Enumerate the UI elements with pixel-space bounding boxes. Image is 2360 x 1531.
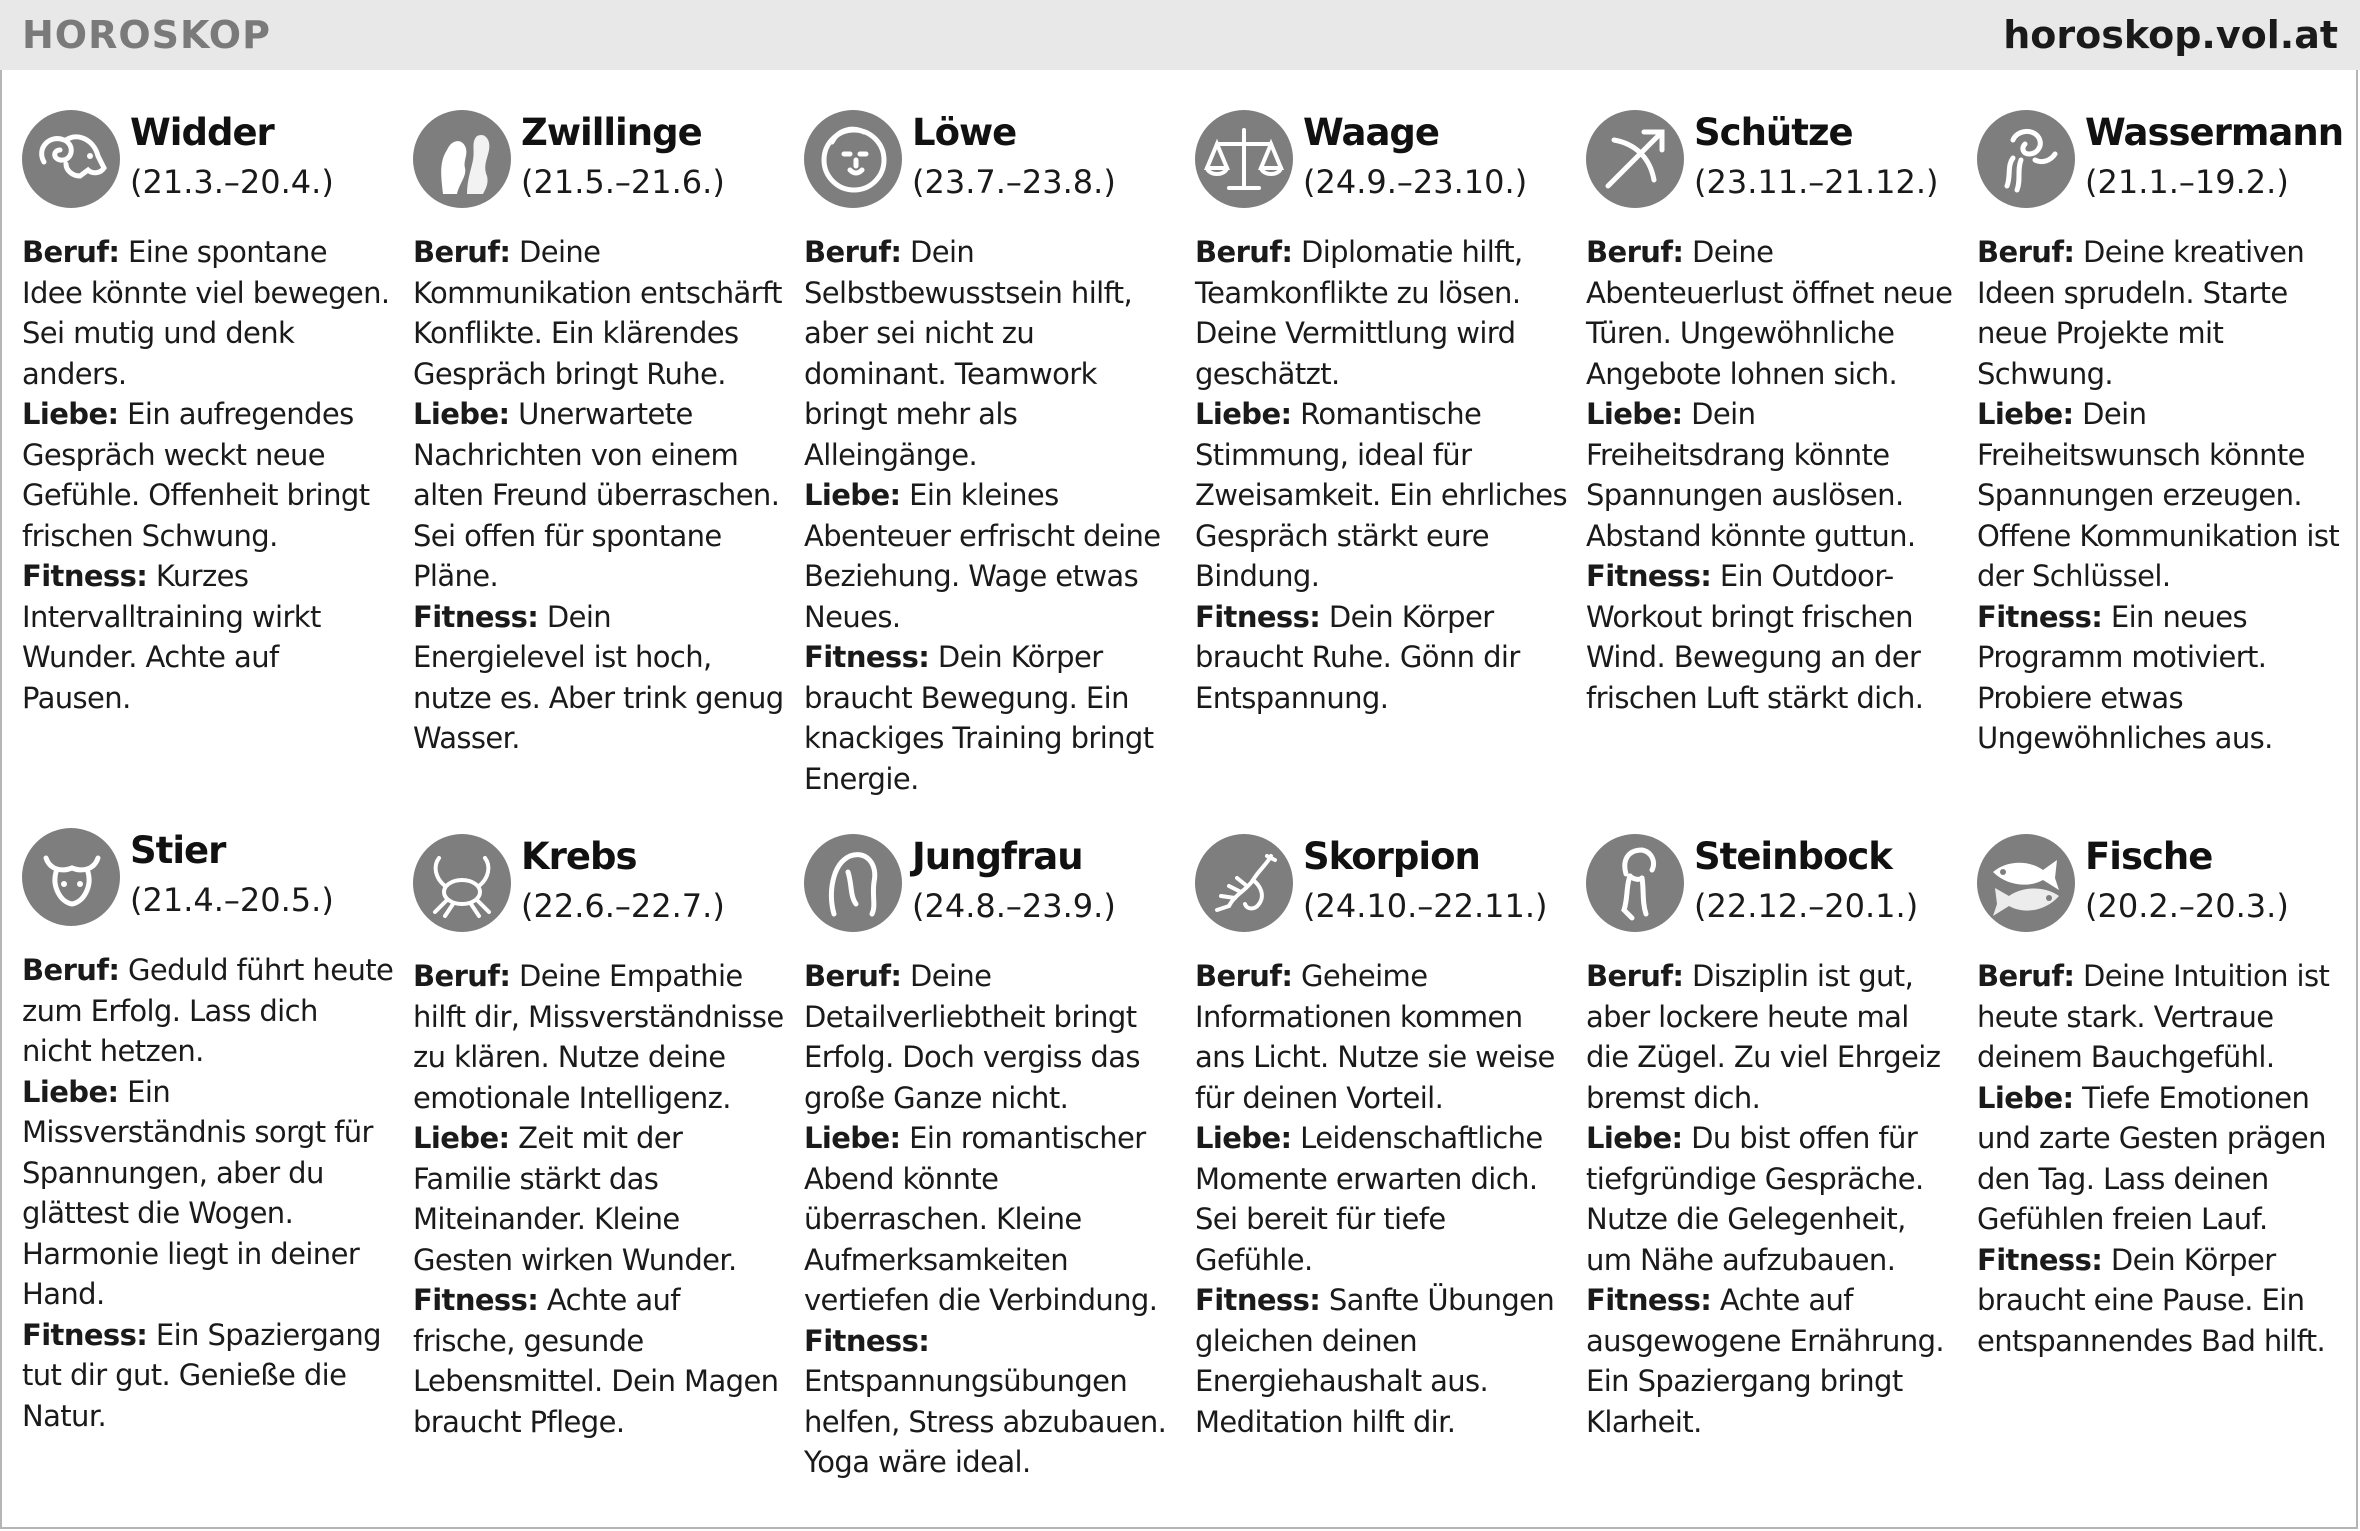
crab-icon (413, 834, 511, 932)
sign-dates: (24.10.–22.11.) (1303, 887, 1548, 925)
liebe-text: Liebe: Unerwartete Nachrichten von einem alten Freund überraschen. Sei offen für spontane Pläne. (413, 397, 780, 593)
liebe-text: Liebe: Romantische Stimmung, ideal für Zweisamkeit. Ein ehrliches Gespräch stärkt eure Bindung. (1195, 397, 1567, 593)
liebe-text: Liebe: Tiefe Emotionen und zarte Gesten prägen den Tag. Lass deinen Gefühlen freien Lauf. (1977, 1080, 2326, 1236)
sign-name: Stier (130, 829, 226, 872)
sign-zwillinge (413, 110, 785, 759)
site-url[interactable]: horoskop.vol.at (2003, 13, 2338, 57)
beruf-text: Beruf: Geduld führt heute zum Erfolg. Lass dich nicht hetzen. (22, 953, 394, 1068)
liebe-text: Liebe: Dein Freiheitswunsch könnte Spannungen erzeugen. Offene Kommunikation ist der Schlüssel. (1977, 397, 2340, 593)
beruf-text: Beruf: Deine Abenteuerlust öffnet neue Türen. Ungewöhnliche Angebote lohnen sich. (1586, 235, 1953, 391)
beruf-text: Beruf: Deine Intuition ist heute stark. Vertraue deinem Bauchgefühl. (1977, 959, 2330, 1074)
ram-icon (22, 110, 120, 208)
sign-dates: (22.6.–22.7.) (521, 887, 725, 925)
archer-icon (1586, 110, 1684, 208)
beruf-text: Beruf: Diplomatie hilft, Teamkonflikte zu lösen. Deine Vermittlung wird geschätzt. (1195, 235, 1523, 391)
lion-icon (804, 110, 902, 208)
page-header (0, 0, 2360, 70)
sign-dates: (24.9.–23.10.) (1303, 163, 1528, 201)
beruf-text: Beruf: Eine spontane Idee könnte viel bewegen. Sei mutig und denk anders. (22, 235, 390, 391)
sign-stier (22, 828, 394, 1436)
fitness-text: Fitness: Dein Energielevel ist hoch, nutze es. Aber trink genug Wasser. (413, 599, 784, 755)
sign-waage (1195, 110, 1567, 718)
sign-name: Jungfrau (912, 835, 1083, 878)
virgin-icon (804, 834, 902, 932)
liebe-text: Liebe: Leidenschaftliche Momente erwarten dich. Sei bereit für tiefe Gefühle. (1195, 1121, 1543, 1277)
sign-dates: (22.12.–20.1.) (1694, 887, 1919, 925)
liebe-text: Liebe: Ein aufregendes Gespräch weckt neue Gefühle. Offenheit bringt frischen Schwung. (22, 397, 370, 553)
fitness-text: Fitness: Achte auf ausgewogene Ernährung. Ein Spaziergang bringt Klarheit. (1586, 1283, 1945, 1439)
sign-dates: (20.2.–20.3.) (2085, 887, 2289, 925)
fitness-text: Fitness: Ein neues Programm motiviert. Probiere etwas Ungewöhnliches aus. (1977, 599, 2273, 755)
sign-widder (22, 110, 394, 718)
beruf-text: Beruf: Deine Kommunikation entschärft Konflikte. Ein klärendes Gespräch bringt Ruhe. (413, 235, 782, 391)
beruf-text: Beruf: Disziplin ist gut, aber lockere heute mal die Zügel. Zu viel Ehrgeiz bremst dich. (1586, 959, 1941, 1115)
liebe-text: Liebe: Ein kleines Abenteuer erfrischt deine Beziehung. Wage etwas Neues. (804, 478, 1161, 634)
sign-wassermann (1977, 110, 2349, 759)
sign-name: Krebs (521, 835, 637, 878)
bull-icon (22, 828, 120, 926)
twins-icon (413, 110, 511, 208)
sign-schuetze (1586, 110, 1958, 718)
sign-dates: (21.4.–20.5.) (130, 881, 334, 919)
fitness-text: Fitness: Achte auf frische, gesunde Lebensmittel. Dein Magen braucht Pflege. (413, 1283, 779, 1439)
fitness-text: Fitness: Ein Spaziergang tut dir gut. Genieße die Natur. (22, 1317, 381, 1433)
liebe-text: Liebe: Ein Missverständnis sorgt für Spannungen, aber du glättest die Wogen. Harmonie liegt in deiner Hand. (22, 1074, 373, 1311)
sign-name: Waage (1303, 111, 1440, 154)
goat-icon (1586, 834, 1684, 932)
sign-name: Löwe (912, 111, 1017, 154)
sign-name: Skorpion (1303, 835, 1480, 878)
sign-krebs (413, 834, 785, 1442)
sign-name: Schütze (1694, 111, 1853, 154)
liebe-text: Liebe: Du bist offen für tiefgründige Gespräche. Nutze die Gelegenheit, um Nähe aufzubauen. (1586, 1121, 1924, 1277)
fitness-text: Fitness: Sanfte Übungen gleichen deinen Energiehaushalt aus. Meditation hilft dir. (1195, 1283, 1555, 1439)
section-title: HOROSKOP (22, 13, 271, 57)
sign-name: Zwillinge (521, 111, 702, 154)
sign-skorpion (1195, 834, 1567, 1442)
fitness-text: Fitness: Kurzes Intervalltraining wirkt Wunder. Achte auf Pausen. (22, 559, 321, 715)
sign-fische (1977, 834, 2349, 1361)
scorpion-icon (1195, 834, 1293, 932)
sign-jungfrau (804, 834, 1176, 1483)
sign-dates: (23.7.–23.8.) (912, 163, 1116, 201)
liebe-text: Liebe: Ein romantischer Abend könnte überraschen. Kleine Aufmerksamkeiten vertiefen die Verbindung. (804, 1121, 1158, 1317)
sign-dates: (21.3.–20.4.) (130, 163, 334, 201)
fitness-text: Fitness: Dein Körper braucht eine Pause. Ein entspannendes Bad hilft. (1977, 1242, 2326, 1358)
sign-steinbock (1586, 834, 1958, 1442)
liebe-text: Liebe: Dein Freiheitsdrang könnte Spannungen auslösen. Abstand könnte guttun. (1586, 397, 1916, 553)
beruf-text: Beruf: Deine Detailverliebtheit bringt Erfolg. Doch vergiss das große Ganze nicht. (804, 959, 1140, 1115)
sign-name: Wassermann (2085, 111, 2344, 154)
scales-icon (1195, 110, 1293, 208)
liebe-text: Liebe: Zeit mit der Familie stärkt das Miteinander. Kleine Gesten wirken Wunder. (413, 1121, 737, 1277)
fitness-text: Fitness: Dein Körper braucht Ruhe. Gönn dir Entspannung. (1195, 599, 1520, 715)
sign-name: Fische (2085, 835, 2213, 878)
sign-dates: (21.5.–21.6.) (521, 163, 725, 201)
fitness-text: Fitness: Ein Outdoor-Workout bringt frischen Wind. Bewegung an der frischen Luft stärkt dich. (1586, 559, 1924, 715)
beruf-text: Beruf: Dein Selbstbewusstsein hilft, aber sei nicht zu dominant. Teamwork bringt mehr als Alleingänge. (804, 235, 1133, 472)
fitness-text: Fitness: Dein Körper braucht Bewegung. Ein knackiges Training bringt Energie. (804, 640, 1154, 796)
water-bearer-icon (1977, 110, 2075, 208)
fish-icon (1977, 834, 2075, 932)
beruf-text: Beruf: Deine Empathie hilft dir, Missverständnisse zu klären. Nutze deine emotionale Intelligenz. (413, 959, 784, 1115)
sign-name: Steinbock (1694, 835, 1892, 878)
sign-dates: (24.8.–23.9.) (912, 887, 1116, 925)
sign-dates: (21.1.–19.2.) (2085, 163, 2289, 201)
beruf-text: Beruf: Geheime Informationen kommen ans Licht. Nutze sie weise für deinen Vorteil. (1195, 959, 1555, 1115)
sign-name: Widder (130, 111, 274, 154)
sign-loewe (804, 110, 1176, 799)
fitness-text: Fitness: Entspannungsübungen helfen, Stress abzubauen. Yoga wäre ideal. (804, 1323, 1167, 1479)
sign-dates: (23.11.–21.12.) (1694, 163, 1939, 201)
beruf-text: Beruf: Deine kreativen Ideen sprudeln. Starte neue Projekte mit Schwung. (1977, 235, 2305, 391)
